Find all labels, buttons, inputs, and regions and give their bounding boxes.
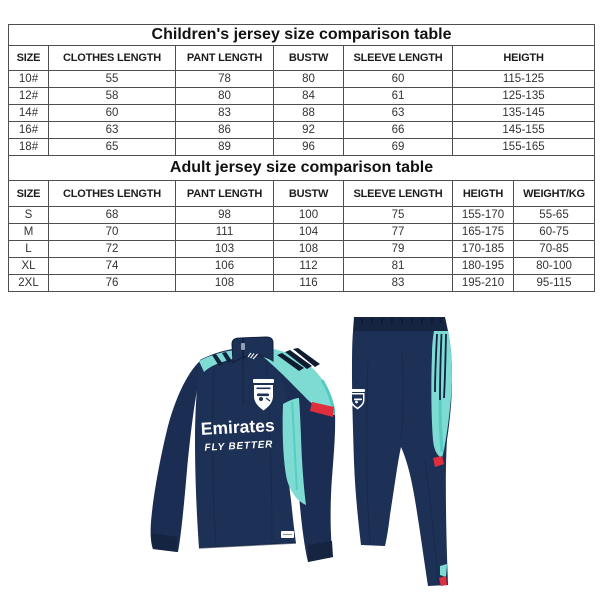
table-cell: 74 [49,258,176,275]
column-header: WEIGHT/KG [514,181,595,207]
table-cell: 81 [344,258,453,275]
column-header: CLOTHES LENGTH [49,46,176,71]
table-cell: 96 [274,139,344,156]
table-cell: 89 [176,139,274,156]
table-cell: 100 [274,207,344,224]
table-cell: L [9,241,49,258]
table-cell: 80 [274,71,344,88]
table-cell: 83 [344,275,453,292]
table-cell: 55 [49,71,176,88]
table-cell: 108 [176,275,274,292]
column-header: SIZE [9,181,49,207]
table-cell: 69 [344,139,453,156]
table-cell: S [9,207,49,224]
table-cell: 98 [176,207,274,224]
table-cell: 68 [49,207,176,224]
table-cell: 14# [9,105,49,122]
table-cell: 65 [49,139,176,156]
table-cell: 55-65 [514,207,595,224]
table-cell: 80 [176,88,274,105]
table-cell: 104 [274,224,344,241]
table-cell: 155-165 [453,139,595,156]
table-cell: 63 [49,122,176,139]
table-cell: XL [9,258,49,275]
table-cell: 135-145 [453,105,595,122]
table-cell: 2XL [9,275,49,292]
zipper-pull [241,343,245,350]
table-cell: 83 [176,105,274,122]
pants-ankle-teal-accent [440,564,447,577]
column-header: SIZE [9,46,49,71]
table-cell: 77 [344,224,453,241]
column-header: SLEEVE LENGTH [344,181,453,207]
hem-label [281,531,294,538]
table-cell: 76 [49,275,176,292]
table-cell: 60 [344,71,453,88]
pants-waistband [353,317,448,331]
table-cell: 111 [176,224,274,241]
table-cell: 10# [9,71,49,88]
table-cell: 70 [49,224,176,241]
table-cell: 165-175 [453,224,514,241]
table-cell: 125-135 [453,88,595,105]
table-cell: 60-75 [514,224,595,241]
table-cell: 63 [344,105,453,122]
table-cell: 70-85 [514,241,595,258]
column-header: HEIGTH [453,46,595,71]
table-cell: 72 [49,241,176,258]
column-header: BUSTW [274,181,344,207]
table-cell: 66 [344,122,453,139]
table-cell: 58 [49,88,176,105]
table-cell: 116 [274,275,344,292]
tracksuit-pants [350,317,452,586]
table-cell: 145-155 [453,122,595,139]
column-header: SLEEVE LENGTH [344,46,453,71]
column-header: PANT LENGTH [176,46,274,71]
table-cell: 80-100 [514,258,595,275]
table-cell: 95-115 [514,275,595,292]
table-cell: 88 [274,105,344,122]
table-cell: 155-170 [453,207,514,224]
table-cell: 12# [9,88,49,105]
table-cell: 78 [176,71,274,88]
table-cell: 103 [176,241,274,258]
table-cell: 170-185 [453,241,514,258]
table-cell: 112 [274,258,344,275]
table-cell: M [9,224,49,241]
pants-teal-panel [431,331,452,458]
table-cell: 195-210 [453,275,514,292]
table-cell: 106 [176,258,274,275]
table-cell: 60 [49,105,176,122]
jacket-left-sleeve [151,361,200,552]
table-cell: 61 [344,88,453,105]
children-table-title: Children's jersey size comparison table [9,25,595,46]
table-cell: 86 [176,122,274,139]
adult-table-title: Adult jersey size comparison table [9,156,595,181]
tracksuit-jacket [151,337,336,562]
column-header: PANT LENGTH [176,181,274,207]
column-header: HEIGTH [453,181,514,207]
table-cell: 16# [9,122,49,139]
table-cell: 180-195 [453,258,514,275]
table-cell: 18# [9,139,49,156]
sponsor-text: Emirates [200,415,276,439]
table-cell: 92 [274,122,344,139]
column-header: CLOTHES LENGTH [49,181,176,207]
table-cell: 79 [344,241,453,258]
table-cell: 75 [344,207,453,224]
table-cell: 84 [274,88,344,105]
column-header: BUSTW [274,46,344,71]
table-cell: 115-125 [453,71,595,88]
tagline-text: FLY BETTER [204,439,274,454]
table-cell: 108 [274,241,344,258]
